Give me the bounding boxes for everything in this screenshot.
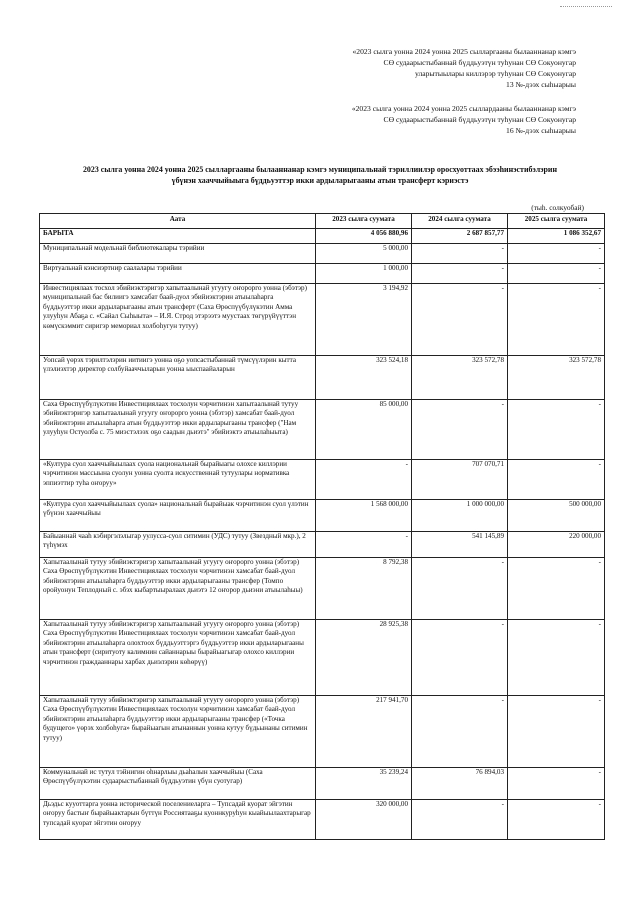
- row-2025: -: [508, 620, 605, 696]
- row-2023: 323 524,18: [316, 356, 412, 400]
- row-2025: -: [508, 800, 605, 840]
- row-2023: -: [316, 532, 412, 558]
- row-name: Хапытаалынай тутуу эбийиэктэригэр хапытаалынай угуугу оҥорорго уонна (эбэтэр) Саха Өрөспүүбүлүкэтин Инвестициялаах тосхолун чэрчитинэн хамсабат баай-дуол эбийиэктэрин атыылаһарга олохтоох бүддьуэттэргэ бүддьуэттэр икки ардыларыгааны атын трансферт (сиритуоту калимнин сайаннарыы бырайыагыгар олохсо киллэрии чэрчитинэн граждааннары харбах дьиэлэрин көһөрүү): [40, 620, 316, 696]
- header-line: СӨ судаарыстыбаннай бүддьуэтүн туһунан СӨ Сокуонугар: [383, 58, 576, 67]
- row-2024: 541 145,89: [412, 532, 508, 558]
- row-2024: -: [412, 696, 508, 768]
- row-2025: -: [508, 284, 605, 356]
- row-2023: 35 239,24: [316, 768, 412, 800]
- row-name: Инвестициялаах тосхол эбийиэктэригэр хапытаалынай угуугу оҥорорго уонна (эбэтэр) муниципальнай бас билиигэ хамсабат баай-дуол эбийиэктэрин атыылаһарга бүддьуэттэр икки ардыларыгааны атын трансферт (Саха Өрөспүүбүлүкэтин Амма улууһун Абаҕа с. «Сайал Сыһыыта» – И.Я. Строд этэрээтэ муустаах төгүрүйүүттэн көмүскэммит сиригэр мемориал холбоһугун тутуу): [40, 284, 316, 356]
- unit-note: (тыһ. солкуобай): [531, 203, 584, 212]
- row-2023: 1 568 000,00: [316, 500, 412, 532]
- header-line: СӨ судаарыстыбаннай бүддьуэтүн туһунан СӨ Сокуонугар: [383, 115, 576, 124]
- col-header-2024: 2024 сылга суумата: [412, 214, 508, 229]
- row-2024: 323 572,78: [412, 356, 508, 400]
- total-label: БАРЫТА: [40, 229, 316, 244]
- appendix-header-13: [352, 46, 576, 90]
- table-row: [40, 460, 605, 500]
- row-2023: -: [316, 460, 412, 500]
- total-row: [40, 229, 605, 244]
- header-line: уларытыылары киллэрэр туһунан СӨ Сокуонугар: [415, 69, 576, 78]
- table-row: [40, 620, 605, 696]
- row-name: Саха Өрөспүүбүлүкэтин Инвестициялаах тосхолун чэрчитинэн хапытаалынай тутуу эбийиэктэригэр хапытаалынай угуугу оҥорорго уонна (эбэтэр) хамсабат баай-дуол эбийиэктэрин атыылаһарга атын бүддьуэттэр икки ардыларыгааны трансфер ("Нам улууһун Остуолба с. 75 миэстэлээх оҕо саадын дьиэтэ" эбийиэктэ атыылаһыыта): [40, 400, 316, 460]
- row-name: Уопсай үөрэх тэрилтэлэрин иитиигэ уонна оҕо уопсастыбаннай түмсүүлэрин кытта үлэлиэхтэр директор солбуйааччыларын уонна ыыспаайаларын: [40, 356, 316, 400]
- title-line: 2023 сылга уонна 2024 уонна 2025 сылларгааны былааннанар кэмгэ муниципальнай тэриллиилэр оросхуоттаах эбээһинэстибэлэрин: [82, 165, 558, 174]
- table-row: [40, 284, 605, 356]
- title-line: үбүнэн хааччыйыыга бүддьуэттэр икки ардыларыгааны атын трансферт кэриэстэ: [171, 176, 469, 185]
- row-2024: -: [412, 264, 508, 284]
- table-row: [40, 768, 605, 800]
- table-header-row: [40, 214, 605, 229]
- row-2025: -: [508, 244, 605, 264]
- row-name: «Култура суол хааччыйыылаах суола» национальнай бырайыак чэрчитинэн суол үлэтин үбүнэн хааччыйыы: [40, 500, 316, 532]
- row-2023: 28 925,38: [316, 620, 412, 696]
- row-2024: -: [412, 284, 508, 356]
- row-2023: 85 000,00: [316, 400, 412, 460]
- appendix-header-16: [352, 103, 576, 136]
- table-row: [40, 356, 605, 400]
- col-header-2025: 2025 сылга суумата: [508, 214, 605, 229]
- col-header-2023: 2023 сылга суумата: [316, 214, 412, 229]
- table-row: [40, 244, 605, 264]
- row-2024: -: [412, 244, 508, 264]
- row-2024: 1 000 000,00: [412, 500, 508, 532]
- row-2024: -: [412, 400, 508, 460]
- transfer-table: [39, 213, 605, 840]
- table-row: [40, 800, 605, 840]
- row-2023: 320 000,00: [316, 800, 412, 840]
- row-2024: -: [412, 800, 508, 840]
- total-2023: 4 056 880,96: [316, 229, 412, 244]
- row-name: Хапытаалынай тутуу эбийиэктэригэр хапытаалынай угуугу оҥорорго уонна (эбэтэр) Саха Өрөспүүбүлүкэтин Инвестициялаах тосхолун чэрчитинэн хамсабат баай-дуол эбийиэктэрин атыылаһарга бүддьуэттэр икки ардыларыгааны трансфер («Точка будущего» үөрэх холбоһуга» бырайыагын атынаннын уонна кутуу бүдьынаны ситимин тутуу): [40, 696, 316, 768]
- row-2023: 5 000,00: [316, 244, 412, 264]
- row-2025: -: [508, 696, 605, 768]
- row-2023: 8 792,38: [316, 558, 412, 620]
- row-2024: 707 070,71: [412, 460, 508, 500]
- row-name: Дьэдьс кууоттарга уонна исторической поселениеларга – Тупсадай куорат эйгэтин оҥоруу бастыҥ бырайыактарын бүттүн Россиятааҕы куоннкуруһун кыайыылаахтарыгар тупсадай куорат эйгэтин оҥоруу: [40, 800, 316, 840]
- total-2024: 2 687 857,77: [412, 229, 508, 244]
- row-2025: 220 000,00: [508, 532, 605, 558]
- table-row: [40, 400, 605, 460]
- total-2025: 1 086 352,67: [508, 229, 605, 244]
- row-2023: 1 000,00: [316, 264, 412, 284]
- row-2025: -: [508, 558, 605, 620]
- row-2023: 217 941,70: [316, 696, 412, 768]
- header-line: 16 №-дээх сыһыарыы: [506, 126, 576, 135]
- row-2024: -: [412, 620, 508, 696]
- row-2025: 323 572,78: [508, 356, 605, 400]
- table-row: [40, 532, 605, 558]
- row-name: Муниципальнай модельнай библиотекалары тэрийии: [40, 244, 316, 264]
- row-name: Байыаннай чааһ кэбиргэлэлыгар уулусса-суол ситимин (УДС) тутуу (Звездный мкр.), 2 түһүмэх: [40, 532, 316, 558]
- row-2025: -: [508, 400, 605, 460]
- row-name: Хапытаалынай тутуу эбийиэктэригэр хапытаалынай угуугу оҥорорго уонна (эбэтэр) Саха Өрөспүүбүлүкэтин Инвестициялаах тосхолун чэрчитинэн хамсабат баай-дуол эбийиэктэрин атыылаһарга бүддьуэттэр икки ардыларыгааны трансфер (Томпо оройуонун Теплодный с. эбэх кыбартыыралаах дьиэтэ 12 оҥорор дьиэни атыылаһыы): [40, 558, 316, 620]
- row-2025: -: [508, 460, 605, 500]
- document-title: [44, 164, 596, 186]
- table-row: [40, 696, 605, 768]
- row-2024: -: [412, 558, 508, 620]
- row-name: Виртуальнай кэнсиэртнир саалалары тэрийии: [40, 264, 316, 284]
- header-line: 13 №-дээх сыһыарыы: [506, 80, 576, 89]
- header-line: «2023 сылга уонна 2024 уонна 2025 сылларгааны былааннанар кэмгэ: [352, 47, 576, 56]
- row-2023: 3 194,92: [316, 284, 412, 356]
- table-row: [40, 264, 605, 284]
- col-header-name: Аата: [40, 214, 316, 229]
- row-name: «Култура суол хааччыйыылаах суола национальнай бырайыагы олохсе киллэрии чэрчитинэн массыына суолун уонна суолта искусственнай тутуулары нормативка эппиэттир туһа оҥоруу»: [40, 460, 316, 500]
- row-2024: 76 894,03: [412, 768, 508, 800]
- table-row: [40, 500, 605, 532]
- row-name: Коммунальнай ис тутул тэйнигин оһнарлыы дьаһалын хааччыйыы (Саха Өрөспүүбүлүкэтин судаарыстыбаннай бүддьуэтин үбүн суотугар): [40, 768, 316, 800]
- row-2025: 500 000,00: [508, 500, 605, 532]
- corner-mark: [560, 6, 612, 7]
- header-line: «2023 сылга уонна 2024 уонна 2025 сыллардааны былааннанар кэмгэ: [351, 104, 576, 113]
- row-2025: -: [508, 264, 605, 284]
- table-row: [40, 558, 605, 620]
- row-2025: -: [508, 768, 605, 800]
